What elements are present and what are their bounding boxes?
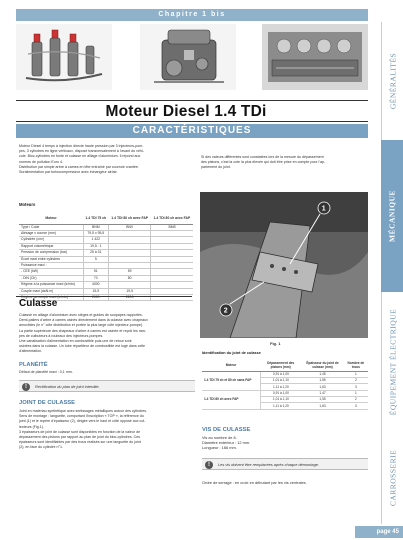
- spec-table-heading: Moteurs: [19, 202, 36, 207]
- joint-cell: 0,91 à 1,00: [260, 371, 301, 377]
- warning-icon: !: [22, 383, 30, 391]
- joint-cell: 1,45: [301, 371, 343, 377]
- spec-col-header: 1.4 TDI 80 ch avec FAP: [151, 214, 193, 224]
- title-rule-bottom: [16, 121, 368, 122]
- injector-assembly-image: [16, 24, 112, 90]
- callout-1: 1: [321, 205, 326, 213]
- section-bar: [16, 124, 368, 138]
- spec-row-label: Pression de compression (bar): [19, 250, 83, 256]
- joint-cell: 1,11 à 1,20: [260, 403, 301, 409]
- side-tab-label: GÉNÉRALITÉS: [388, 52, 397, 110]
- spec-row-label: Cylindrée (cm³): [19, 237, 83, 243]
- culasse-paragraph: [19, 313, 195, 355]
- joint-col-header: Moteur: [202, 360, 260, 371]
- spec-col-header: 1.4 TDI 75 ch: [83, 214, 109, 224]
- joint-cell: 1,47: [301, 390, 343, 396]
- engine-photo-middle: [140, 24, 236, 90]
- joint-cell: 2: [344, 397, 368, 403]
- spec-row-label: Type / Code: [19, 224, 83, 230]
- joint-table-header-row: [202, 360, 368, 371]
- intro-line: cule. Bloc-cylindres en fonte et culasse en alliage d'aluminium. Il répond aux: [19, 154, 141, 159]
- right-intro-paragraph: [201, 155, 369, 171]
- spec-cell: 4000: [83, 282, 109, 288]
- side-tab-label: CARROSSERIE: [388, 449, 397, 507]
- culasse-line: Culasse en alliage d'aluminium avec sièges et guides de soupapes rapportés.: [19, 313, 143, 317]
- spec-row-label: - DIN (Ch): [19, 275, 83, 281]
- joint-line: lecteurs (Fig.1).: [19, 424, 44, 429]
- vis-line: Vis au nombre de 8.: [202, 435, 237, 440]
- page-title: Moteur Diesel 1.4 TDi: [105, 103, 267, 120]
- warning-icon: !: [205, 461, 213, 469]
- joint-line: (2), en face du cylindre n°1.: [19, 445, 63, 450]
- spec-row-label: Régime à la puissance maxi (tr/min): [19, 282, 83, 288]
- spec-cell: BMS: [151, 224, 193, 230]
- spec-cell: BNM: [83, 224, 109, 230]
- joint-line: joint (1) et le repère d'épaisseur (2), dirigée vers le haut et côté opposé aux col-: [19, 419, 146, 424]
- side-tab-carrosserie[interactable]: [381, 432, 403, 524]
- side-tab-equipement-electrique[interactable]: [381, 292, 403, 432]
- spec-cell: 79,5 x 95,5: [83, 230, 109, 236]
- culasse-line: amovibles (le n° côté distribution et portée la plus large côté injecteur-pompe).: [19, 323, 144, 328]
- culasse-line: d'alimentation.: [19, 349, 43, 354]
- joint-cell: 1,01 à 1,10: [260, 377, 301, 383]
- engine-block-image: [140, 24, 236, 90]
- planeite-heading: PLANÉITÉ: [19, 362, 48, 368]
- joint-cell: 1: [344, 390, 368, 396]
- spec-cell: 1 422: [83, 237, 109, 243]
- intro-line: Suralimentation par turbocompresseur avec échangeur air/air.: [19, 170, 118, 175]
- culasse-line: La partie supérieure des chapeaux d'arbre à cames est usinée et reçoit les ram-: [19, 328, 147, 333]
- right-intro-line: des pistons, c'est la cote la plus élevée qui doit être prise en compte pour l'ap-: [201, 160, 326, 165]
- spec-row-label: Couple maxi (daN.m): [19, 288, 83, 294]
- figure-1-photo: [200, 192, 368, 338]
- joint-motor-label: 1.4 TDI 75 ch et 80 ch sans FAP: [202, 371, 260, 390]
- planeite-text: Défaut de planéité maxi : 0,1 mm.: [19, 370, 73, 374]
- chapter-label: Chapitre 1 bis: [158, 11, 226, 18]
- spec-cell: 70: [83, 275, 109, 281]
- side-tab-generalites[interactable]: [381, 22, 403, 140]
- spec-cell: 19,5: [109, 288, 151, 294]
- joint-cell: 0,91 à 1,00: [260, 390, 301, 396]
- vis-order-text: Ordre de serrage : en croix en débutant par les vis centrales.: [202, 480, 307, 485]
- spec-cell: 19,5 : 1: [83, 243, 109, 249]
- spec-table-header-row: [19, 214, 193, 224]
- culasse-line: Demi-paliers d'arbre à cames usinés directement dans la culasse avec chapeaux: [19, 318, 148, 323]
- joint-cell: 2: [344, 377, 368, 383]
- side-tab-label: MÉCANIQUE: [387, 189, 397, 243]
- vis-note-text: Les vis doivent être remplacées après chaque démontage.: [218, 462, 320, 467]
- spec-col-header: 1.4 TDI 80 ch avec FAP: [109, 214, 151, 224]
- planeite-note-text: Rectification du plan de joint interdite.: [35, 384, 100, 389]
- spec-cell: 51: [83, 269, 109, 275]
- culasse-heading: Culasse: [19, 298, 58, 309]
- vis-heading: VIS DE CULASSE: [202, 427, 251, 433]
- side-tab-mecanique[interactable]: [381, 140, 403, 292]
- intro-paragraph: [19, 144, 195, 175]
- vis-paragraph: [202, 435, 368, 451]
- spec-cell: 59: [109, 269, 151, 275]
- joint-heading: JOINT DE CULASSE: [19, 400, 76, 406]
- spec-cell: 15,5: [83, 288, 109, 294]
- joint-table-heading: Identification du joint de culasse: [202, 351, 261, 355]
- spec-row-label: Alésage x course (mm): [19, 230, 83, 236]
- spec-col-header: Moteur: [19, 214, 83, 224]
- spec-row-label: - CEE (kW): [19, 269, 83, 275]
- joint-paragraph: [19, 409, 195, 451]
- spec-row-label: Écart maxi entre cylindres: [19, 256, 83, 262]
- joint-col-header: Nombre de trous: [344, 360, 368, 371]
- figure-caption: Fig. 1: [270, 341, 281, 346]
- joint-col-header: Épaisseur du joint de culasse (mm): [301, 360, 343, 371]
- joint-cell: 1,11 à 1,20: [260, 384, 301, 390]
- spec-row-label: Puissance maxi :: [19, 262, 83, 268]
- title-rule-top: [16, 100, 368, 101]
- spec-cell: 80: [109, 275, 151, 281]
- engine-photo-left: [16, 24, 112, 90]
- joint-cell: 1,01 à 1,10: [260, 397, 301, 403]
- culasse-rule: [16, 296, 192, 297]
- side-tab-label: ÉQUIPEMENT ÉLECTRIQUE: [388, 308, 397, 416]
- joint-line: Joint en matériau synthétique avec sertissages métalliques autour des cylindres.: [19, 409, 148, 413]
- joint-cell: 1,55: [301, 377, 343, 383]
- joint-cell: 1,63: [301, 384, 343, 390]
- joint-line: 3 épaisseurs de joint de culasse sont disponibles en fonction de la valeur de: [19, 429, 141, 434]
- spec-cell: BNV: [109, 224, 151, 230]
- chapter-header-bar: [16, 9, 368, 21]
- joint-cell: 1,55: [301, 397, 343, 403]
- intro-line: Moteur Diesel 4 temps à injection directe haute pression par 3 injecteurs-pom-: [19, 144, 144, 148]
- joint-line: Sens de montage : languette, comportant l'inscription « TOP », la référence du: [19, 414, 144, 419]
- culasse-line: usinées dans la culasse. Un tube répartiteur de combustible est logé dans celle: [19, 344, 146, 349]
- spec-row-label: Rapport volumétrique: [19, 243, 83, 249]
- vis-line: Longueur : 166 mm.: [202, 445, 237, 451]
- planeite-note: [19, 380, 195, 392]
- joint-cell: 1,63: [301, 403, 343, 409]
- joint-cell: 3: [344, 384, 368, 390]
- page-number-tab: [355, 526, 403, 538]
- joint-line: dépassement des pistons par rapport au plan de joint du bloc-cylindres. Ces: [19, 435, 141, 440]
- joint-cell: 3: [344, 403, 368, 409]
- callout-2: 2: [223, 307, 228, 315]
- joint-cell: 1: [344, 371, 368, 377]
- intro-line: Distribution par simple arbre à cames en tête entraîné par courroie crantée.: [19, 164, 139, 169]
- spec-cell: 5: [83, 256, 109, 262]
- culasse-line: Une canalisation d'alimentation en combustible puis une de retour sont: [19, 339, 132, 344]
- intro-line: normes de pollution Euro 4.: [19, 159, 63, 164]
- joint-motor-label: 1.4 TDI 80 ch avec FAP: [202, 390, 260, 409]
- right-intro-line: Si des valeurs différentes sont constatées lors de la mesure du dépassement: [201, 155, 324, 159]
- intro-line: pes, 3 cylindres en ligne verticaux, disposé transversalement à l'avant du véhi-: [19, 149, 144, 154]
- joint-col-header: Dépassement des pistons (mm): [260, 360, 301, 371]
- spec-cell: 25 à 31: [83, 250, 109, 256]
- cylinder-head-image: [262, 24, 368, 90]
- joint-identification-table: [202, 360, 368, 410]
- joint-line: épaisseurs sont identifiables par des trous réalisés sur une languette du joint: [19, 440, 141, 445]
- right-intro-line: partement du joint.: [201, 165, 231, 170]
- engine-photo-right: [262, 24, 368, 90]
- page-number: page 45: [376, 529, 399, 535]
- vis-line: Diamètre extérieur : 12 mm.: [202, 440, 251, 446]
- culasse-line: pes de culbuteurs à rouleaux des injecteurs-pompes.: [19, 333, 104, 338]
- section-title: CARACTÉRISTIQUES: [132, 125, 252, 136]
- vis-note: [202, 458, 368, 470]
- head-gasket-figure: [200, 192, 368, 338]
- engine-spec-table: [19, 214, 193, 301]
